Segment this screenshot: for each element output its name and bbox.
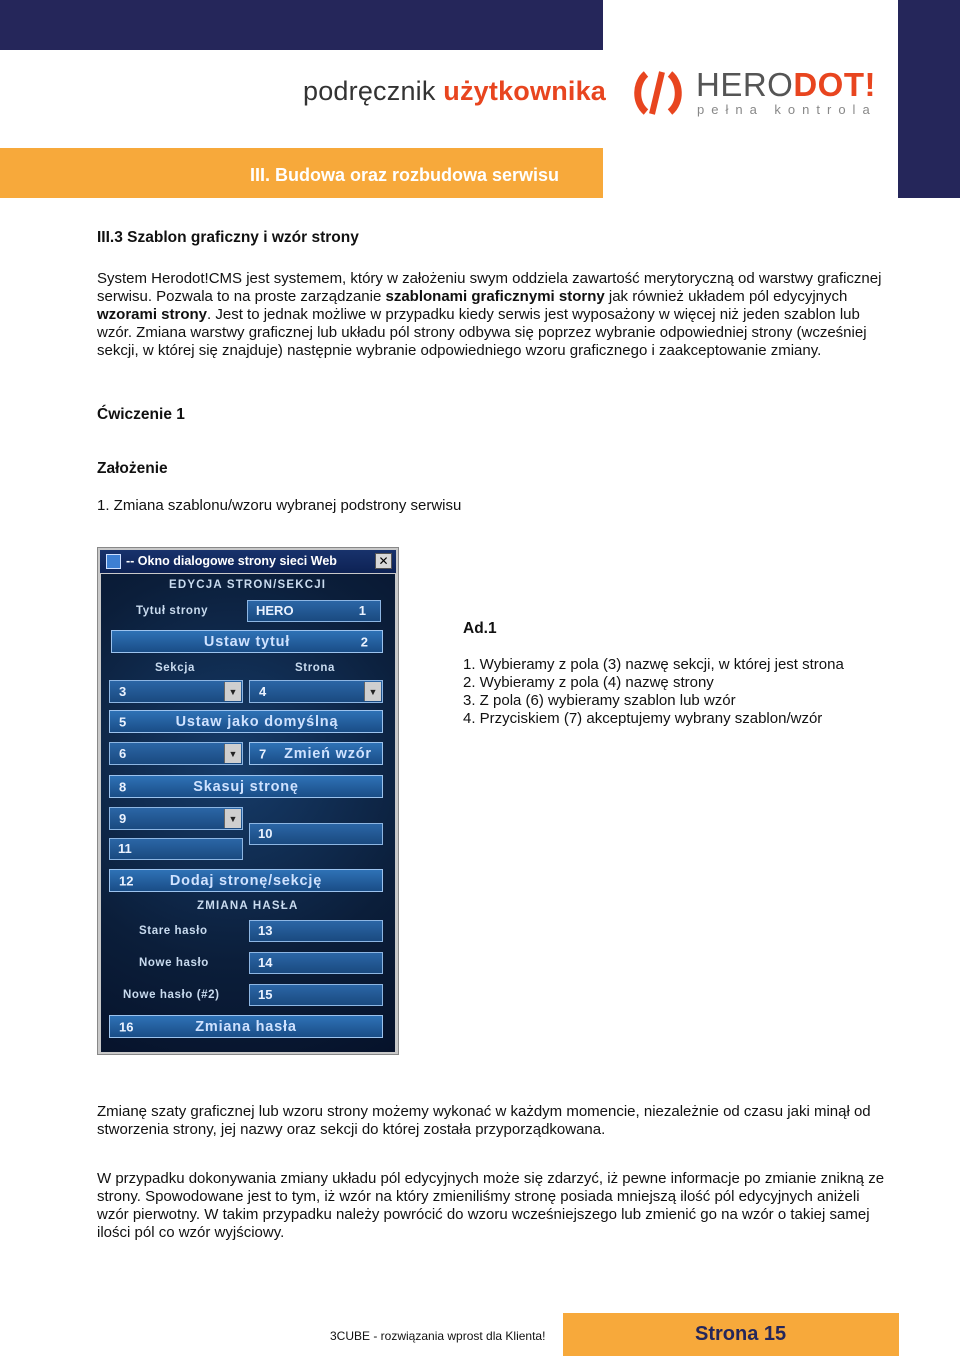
new-password-2-label: Nowe hasło (#2) — [123, 989, 220, 1001]
add-page-label: Dodaj stronę/sekcję — [169, 872, 323, 889]
close-button[interactable]: ✕ — [375, 553, 392, 569]
field-number-7: 7 — [259, 746, 267, 761]
field-number-13: 13 — [258, 923, 273, 938]
new-password-input[interactable] — [249, 952, 383, 974]
paragraph-field-loss: W przypadku dokonywania zmiany układu pól edycyjnych może się zdarzyć, iż pewne informacje po zmianie znikną ze strony. Spowodowane jest to tym, iż wzór na który zmieniliśmy stronę posiada mniejszą ilość pól edycyjnych aniżeli wzór pierwotny. W takim przypadku należy powrócić do wzoru wcześniejszego lub zmienić go na wzór o takiej samej ilości pól co wzór wyjściowy. — [97, 1170, 885, 1241]
edit-pages-header: EDYCJA STRON/SEKCJI — [169, 579, 327, 591]
list-item: 2. Wybieramy z pola (4) nazwę strony — [463, 674, 714, 691]
change-template-label: Zmień wzór — [284, 745, 372, 762]
old-password-label: Stare hasło — [139, 925, 208, 937]
section-label: Sekcja — [155, 662, 196, 674]
field-number-15: 15 — [258, 987, 273, 1002]
chevron-down-icon: ▼ — [224, 682, 241, 701]
change-password-header: ZMIANA HASŁA — [197, 900, 299, 912]
intro-text-3: . Jest to jednak możliwe w przypadku kiedy serwis jest wyposażony w więcej niż jeden szablon lub wzór. Zmiana warstwy graficznej lub układu pól strony odbywa się poprzez wybranie odpowiedniej strony (wcześniej sekcji, w której się znajduje) następnie wybranie odpowiedniego wzoru graficznego i zaakceptowanie zmiany. — [97, 306, 867, 359]
page-title-input[interactable] — [247, 600, 381, 622]
page-title-value: HERO — [256, 603, 294, 618]
dialog-title: -- Okno dialogowe strony sieci Web — [126, 554, 337, 568]
old-password-input[interactable] — [249, 920, 383, 942]
set-title-button[interactable] — [111, 630, 383, 653]
list-item: 3. Z pola (6) wybieramy szablon lub wzór — [463, 692, 736, 709]
field-number-14: 14 — [258, 955, 273, 970]
brand-name — [696, 66, 876, 104]
new-password-label: Nowe hasło — [139, 957, 209, 969]
new-password-2-input[interactable] — [249, 984, 383, 1006]
ad1-heading: Ad.1 — [463, 620, 497, 637]
manual-title — [303, 76, 606, 107]
field-number-1: 1 — [358, 603, 366, 618]
delete-page-button[interactable] — [109, 775, 383, 798]
header-top-bar — [0, 0, 603, 50]
field-number-9: 9 — [119, 811, 127, 826]
window-icon — [106, 554, 121, 569]
intro-text-2: jak również układem pól edycyjnych — [604, 288, 848, 305]
task-item: 1. Zmiana szablonu/wzoru wybranej podstrony serwisu — [97, 497, 462, 514]
add-page-button[interactable] — [109, 869, 383, 892]
chevron-down-icon: ▼ — [364, 682, 381, 701]
page-select[interactable] — [249, 680, 383, 703]
brand-name-main: HERO — [696, 66, 794, 103]
field-number-2: 2 — [360, 634, 368, 649]
dialog-body — [101, 574, 395, 1052]
field-number-5: 5 — [119, 714, 127, 729]
field-number-3: 3 — [119, 684, 127, 699]
change-password-label: Zmiana hasła — [195, 1018, 297, 1035]
section-select[interactable] — [109, 680, 243, 703]
intro-bold-2: wzorami strony — [97, 306, 208, 323]
field-number-8: 8 — [119, 779, 127, 794]
change-template-button[interactable] — [249, 742, 383, 765]
header-right-bar — [898, 0, 960, 198]
field-number-12: 12 — [119, 873, 134, 888]
chevron-down-icon: ▼ — [224, 809, 241, 828]
list-item: 1. Wybieramy z pola (3) nazwę sekcji, w której jest strona — [463, 656, 844, 673]
subsection-heading: III.3 Szablon graficzny i wzór strony — [97, 229, 359, 246]
field-number-11: 11 — [118, 841, 132, 856]
chevron-down-icon: ▼ — [224, 744, 241, 763]
brand-tagline: pełna kontrola — [697, 102, 877, 117]
footer-slogan: 3CUBE - rozwiązania wprost dla Klienta! — [330, 1329, 546, 1343]
template-select[interactable] — [109, 742, 243, 765]
input-10[interactable] — [249, 823, 383, 845]
page-title-label: Tytuł strony — [136, 605, 209, 617]
intro-text-1: System Herodot!CMS jest systemem, który w założeniu swym oddziela zawartość merytoryczną od warstwy graficznej serwisu. Pozwala to na proste zarządzanie — [97, 270, 882, 305]
dialog-titlebar — [100, 550, 396, 573]
change-password-button[interactable] — [109, 1015, 383, 1038]
assumption-heading: Założenie — [97, 460, 168, 477]
page-label: Strona — [295, 662, 336, 674]
field-number-4: 4 — [259, 684, 267, 699]
section-title: III. Budowa oraz rozbudowa serwisu — [250, 165, 560, 185]
list-item: 4. Przyciskiem (7) akceptujemy wybrany szablon/wzór — [463, 710, 823, 727]
set-default-button[interactable] — [109, 710, 383, 733]
field-number-16: 16 — [119, 1019, 134, 1034]
intro-bold-1: szablonami graficznymi storny — [385, 288, 605, 305]
exercise-heading: Ćwiczenie 1 — [97, 406, 185, 423]
field-number-6: 6 — [119, 746, 127, 761]
page-number: Strona 15 — [695, 1323, 787, 1345]
manual-title-plain: podręcznik — [303, 76, 444, 106]
herodot-logo-icon — [632, 68, 684, 118]
web-dialog-window — [97, 547, 399, 1055]
paragraph-change-anytime: Zmianę szaty graficznej lub wzoru strony możemy wykonać w każdym momencie, niezależnie od czasu jaki minął od stworzenia strony, jej nazwy oraz sekcji do której została przyporządkowana. — [97, 1103, 871, 1138]
brand-name-accent: DOT! — [793, 66, 876, 103]
select-9[interactable] — [109, 807, 243, 830]
field-number-10: 10 — [258, 826, 273, 841]
manual-title-bold: użytkownika — [443, 76, 607, 106]
set-title-label: Ustaw tytuł — [203, 633, 291, 650]
set-default-label: Ustaw jako domyślną — [175, 713, 339, 730]
steps-list — [463, 656, 844, 728]
input-11[interactable] — [109, 838, 243, 860]
delete-page-label: Skasuj stronę — [193, 778, 299, 795]
intro-paragraph — [97, 270, 887, 360]
